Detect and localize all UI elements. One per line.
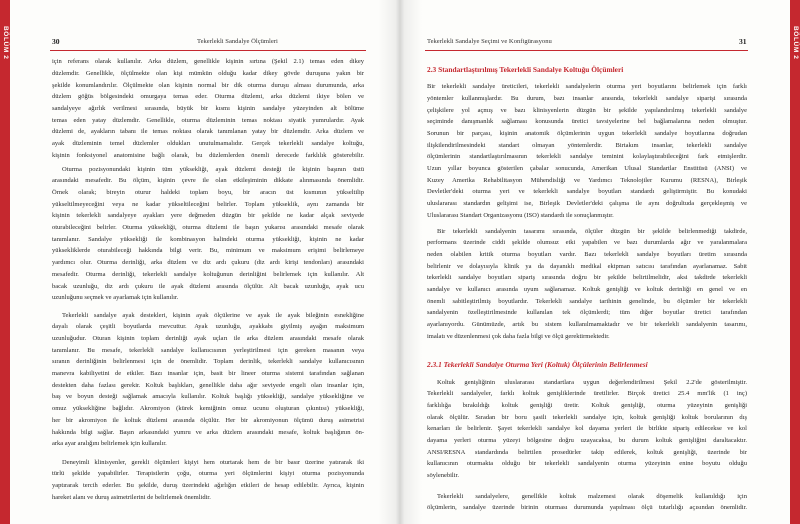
side-tab <box>790 0 800 524</box>
running-head: Tekerlekli Sandalye Seçimi ve Konfigürasyonu <box>427 38 552 45</box>
paragraph <box>52 56 364 161</box>
text-line: Tekerlekli sandalye ayak destekleri, kişinin ayak ölçülerine ve ayak ile ayak bileğinin esnekliğine <box>62 311 364 319</box>
text-line: düzlem göğüs bölgesindeki omurgaya temas eder. Oturma düzlemi, arka düzlemi ikiye bölen ve <box>52 93 364 101</box>
text-line: ayarlanıyordu. Günümüzde, artık bu sistem kullanılmamaktadır ve bir tekerlekli sandalyenin tasarımı, <box>427 321 747 329</box>
text-line: yardımcı olur. Oturma derinliği, arka düzlem ve diz ardı çukuru (diz ardı kirişi tendonları) arasındaki <box>52 259 364 267</box>
text-line: Tekerlekli sandalyeler, farklı koltuk genişliklerinde üretilirler. Birçok üretici 25.4 mm'lik (1 inç) <box>427 390 747 398</box>
text-line: Oturma pozisyonundaki kişinin tüm yüksekliği, ayak düzlemi desteği ile kişinin başının üstü <box>62 165 364 173</box>
text-line: oturabileceğini belirler. Oturma yüksekliği, oturma düzlemi ile başın yukarısı arasındaki mesafe olarak <box>52 224 364 232</box>
text-line: Uzun yıllar boyunca gösterilen çabalar sonucunda, Amerikan Ulusal Standartlar Enstitüsü (ANSI) ve <box>427 164 747 172</box>
text-line: performans üzerinde ciddi şekilde olumsuz etki yapabilen ve bazı durumlarda ağır ve yaralanmalara <box>427 239 747 247</box>
text-line: hareket alanı ve duruş asimetrilerini de belirlemek önemlidir. <box>52 493 211 501</box>
paragraph <box>52 457 364 504</box>
page-number: 31 <box>739 37 747 46</box>
text-line: Tekerlekli sandalyelere, genellikle koltuk malzemesi olarak döşemelik kullanıldığı için <box>437 492 747 500</box>
text-line: arasındaki mesafedir. Bu ölçüm, kişinin çevre ile olan etkileşiminin dikkate alınmasında önemlidir. <box>52 177 364 185</box>
text-line: sıranın derinliğinin belirlenmesi için de önemlidir. Toplam derinlik, tekerlekli sandalye kullanıcısının <box>52 358 364 366</box>
gutter-shadow <box>378 0 422 524</box>
section-heading: 2.3 Standartlaştırılmış Tekerlekli Sandalye Koltuğu Ölçümleri <box>427 65 624 74</box>
text-line: söylenebilir. <box>427 472 459 480</box>
text-line: sandalyenin özelleştirilmesinde kullanılan tek ölçümlerdi; tüm diğer boyutlar üretici tarafından <box>427 309 747 317</box>
text-line: Bir tekerlekli sandalye üreticileri, tekerlekli sandalyelerin oturma yeri boyutlarını belirlemek için farklı <box>427 83 747 91</box>
text-line: Kuzey Amerika Rehabilitasyon Mühendisliği ve Yardımcı Teknolojiler Kurumu (RESNA), Birleşik <box>427 176 747 184</box>
text-line: yöntemler kullanmışlardır. Bu durum, bazı insanlar arasında, tekerlekli sandalye siparişi sırasında <box>427 94 747 102</box>
text-line: mesafedir. Oturma derinliği, tekerlekli sandalye koltuğunun derinliğini belirlemek için kullanılır. Alt <box>52 270 364 278</box>
text-line: imalatı ve düzenlenmesi çok daha fazla bilgi ve ölçü gerektirmektedir. <box>427 332 610 340</box>
side-tab-label: BÖLÜM 2 <box>2 26 9 60</box>
text-line: çelişkilere yol açmış ve bazı klinisyenlerin düzgün bir şekilde yapılandırılmış tekerlekli sandalye <box>427 106 747 114</box>
text-line: tanımlanır. Sandalye yüksekliği ile kombinasyon halindeki oturma yüksekliği, kişinin ne kadar <box>52 235 364 243</box>
text-line: kenarları ile belirlenir. Şayet tekerlekli sandalye kol dayama yerleri ile birlikte sipariş edilecekse ve kol <box>427 425 747 433</box>
side-tab-label: BÖLÜM 2 <box>792 26 799 60</box>
text-line: bacak uzunluğu, diz ardı çukuru ile ayak düzlemi arasında ölçülür. Alt bacak uzunluğu, ayak ucu <box>52 282 364 290</box>
text-line: olarak ölçülür. Sıradan bir boru şasili tekerlekli sandalye için, koltuk genişliği koltuk borularının dış <box>427 413 747 421</box>
text-line: yüksekliklerde oturabileceği hakkında bilgi verir. Bu, minimum ve maksimum erişimi belirlemeye <box>52 247 364 255</box>
text-line: Uluslararası Standart Organizasyonu (ISO) standardı ile sonuçlanmıştır. <box>427 211 614 219</box>
paragraph <box>52 164 364 304</box>
header-rule <box>50 50 366 51</box>
text-line: yaptırarak tercih ederler. Bu şekilde, duruş üzerindeki ağırlığın etkileri de hesap edilebilir. Ayrıca, kişinin <box>52 482 364 490</box>
text-line: ölçümlerin, sandalye üzerinde birinin oturması durumunda yapılması ölçü tutarlılığı açısından önemlidir. <box>427 504 747 512</box>
text-line: şekilde konumlandırılır. Ölçülmekte olan kişinin normal bir dik oturma duruşu alması durumunda, arka <box>52 81 364 89</box>
page-right <box>400 0 800 524</box>
text-line: Koltuk genişliğinin uluslararası standartlara uygun değerlendirilmesi Şekil 2.2'de gösterilmiştir. <box>437 378 747 386</box>
text-line: uzunluğudur. Oturan kişinin toplam derinliği ayak uçları ile arka düzlem arasındaki mesafe olarak <box>52 335 364 343</box>
text-line: Sorunun bir parçası, kişinin anatomik ölçümlerinin uygun tekerlekli sandalye boyutlarına doğrudan <box>427 129 747 137</box>
text-line: sandalyeye ağırlık verilmesi sırasında, büyük bir kısmı kişinin sandalye yüzeyinden alt bölüme <box>52 104 364 112</box>
text-line: uzunluğunu seçmek ve ayarlamak için kullanılır. <box>52 294 179 302</box>
paragraph <box>52 310 364 450</box>
text-line: farklılığa bırakıldığı koltuk genişliği üretir. Koltuk genişliği, oturma yüzeyinin genişliği <box>427 402 747 410</box>
text-line: Deneyimli klinisyenler, gerekli ölçümleri kişiyi hem oturtarak hem de bir basır üzerine yatırarak iki <box>62 458 364 466</box>
text-line: Bir tekerlekli sandalyenin tasarımı sırasında, ölçüler düzgün bir şekilde belirlenmediği takdirde, <box>437 227 747 235</box>
text-line: arka ayar aralığını belirlemek için kullanılır. <box>52 440 167 448</box>
text-line: sandalye ve kullanıcı arasında uyum sağlanamaz. Koltuk genişliği ve koltuk derinliği en genel ve en <box>427 286 747 294</box>
text-line: manevra kabiliyetini de etkiler. Bazı insanlar için, basit bir lineer oturma sistemi tarafından sağlanan <box>52 370 364 378</box>
paragraph <box>427 491 747 514</box>
text-line: dayalı olarak çeşitli boyutlarda mevcuttur. Ayak uzunluğu, ayakkabı giyilmiş ayağın maksimum <box>52 323 364 331</box>
paragraph <box>427 81 747 221</box>
text-line: önemli sabitleştirilmiş boyutlardır. Tekerlekli sandalye tarihinin genelinde, bu ölçümler bir tekerlekli <box>427 297 747 305</box>
text-line: tanımlanır. Bu mesafe, tekerlekli sandalye kullanıcısının yerleştirilmesi için gereken masanın veya <box>52 346 364 354</box>
text-line: hakkında bilgi sağlar. Başın arkasındaki yumru ve arka düzlem arasındaki mesafe, koltuk başlığının ön- <box>52 428 364 436</box>
text-line: ANSI/RESNA standardında belirtilen prosedürler takip edilerek, koltuk genişliği, üzerinde bir <box>427 448 747 456</box>
running-head: Tekerlekli Sandalye Ölçümleri <box>197 38 278 45</box>
text-line: destekten daha fazlası gerekir. Koltuk başlıkları, genellikle daha ağır seviyede engeli olan insanlar için, <box>52 381 364 389</box>
header-rule <box>425 50 748 51</box>
paragraph <box>427 377 747 482</box>
text-line: Devletler'deki oturma yeri ve tekerlekli sandalye boyutları standardı geliştirmiştir. Bu konudaki <box>427 188 747 196</box>
text-line: türlü şekilde yapabilirler. Terapistlerin çoğu, oturma yeri ölçümlerini kişiyi oturma pozisyonunda <box>52 470 364 478</box>
paragraph <box>427 226 747 343</box>
page-number: 30 <box>52 37 60 46</box>
side-tab <box>0 0 10 524</box>
text-line: ölçümlerinin standartlaştırılmasının tekerlekli sandalye teminini kolaylaştırabileceğini fark etmişlerdir. <box>427 153 747 161</box>
text-line: her bir akromiyon ile koltuk düzlemi arasında ölçülür. Her bir akromiyonun ölçümü duruş asimetrisi <box>52 416 364 424</box>
text-line: Örnek olarak; bireyin oturur haldeki toplam boyu, bir aracın üst kısmının yükseltilip <box>52 189 364 197</box>
text-line: uluslararası standardın gelişimi ise, Birleşik Devletler'deki çalışma ile aynı doğrultuda gerçekleşmiş ve <box>427 200 747 208</box>
text-line: temas eden yatay düzlemdir. Genellikle, oturma düzleminin temas noktası siyatik yumrulardır. Ayak <box>52 116 364 124</box>
text-line: yükseltilmeyeceğini veya ne kadar yükseltileceğini belirler. Toplam yükseklik, aynı zamanda bir <box>52 200 364 208</box>
text-line: kişinin tekerlekli sandalyeye ayakları yere değmeden düzgün bir şekilde ne kadar alçak seviyede <box>52 212 364 220</box>
text-line: tekerlekli sandalye boyutları sipariş sırasında doğru bir şekilde belirtilmelidir, aksi takdirde tekerlekli <box>427 274 747 282</box>
text-line: ilişkilendirilmesindeki standart olmayan yöntemlerdir. Birtakım insanlar, tekerlekli sandalye <box>427 141 747 149</box>
text-line: omuz yüksekliğine bağlıdır. Akromiyon (kürek kemiğinin omuz ucunu oluşturan çıkıntısı) yüksekliği, <box>52 405 364 413</box>
text-line: ayak düzleminin temel düzlemler oldukları unutulmamalıdır. Gerçek tekerlekli sandalye koltuğu, <box>52 139 364 147</box>
text-line: seçiminde danışmanlık sağlaması konusunda üretici tavsiyelerine bel bağlamalarına neden olmuştur. <box>427 118 747 126</box>
text-line: kullanıcının oturmakta olduğu bir tekerlekli sandalyenin oturma yüzeyinin enine boyutu olduğu <box>427 460 747 468</box>
text-line: belirlenir ve dolayısıyla klinik ya da dayanıklı medikal ekipman satıcısı tarafından ayarlanamaz. Sabit <box>427 262 747 270</box>
text-line: baş ve boyun desteği sağlamak amacıyla kullanılır. Koltuk başlığı yüksekliği, sandalye yüksekliğine ve <box>52 393 364 401</box>
text-line: neden olabilen kritik oturma boyutları vardır. Bazı tekerlekli sandalye boyutları üretim sırasında <box>427 251 747 259</box>
text-line: için referans olarak kullanılır. Arka düzlem, genellikle kişinin sırtına (Şekil 2.1) temas eden dikey <box>52 58 364 66</box>
text-line: düzlemi de, ayakların tabanı ile temas noktası olarak tanımlanan yatay bir düzlemdir. Arka düzlem ve <box>52 128 364 136</box>
text-line: düzlemdir. Genellikle, ölçülmekte olan kişi mümkün olduğu kadar dikey gövde duruşuna yakın bir <box>52 69 364 77</box>
text-line: dayama yerleri oturma yüzeyi bölgesine doğru uzayacaksa, bu durum koltuk genişliğini daraltacaktır. <box>427 437 747 445</box>
text-line: kişinin fonksiyonel anatomisine bağlı olarak, bu düzlemlerden önemli derecede farklılık gösterebilir. <box>52 151 364 159</box>
subsection-heading: 2.3.1 Tekerlekli Sandalye Oturma Yeri (Koltuk) Ölçülerinin Belirlenmesi <box>427 359 648 369</box>
